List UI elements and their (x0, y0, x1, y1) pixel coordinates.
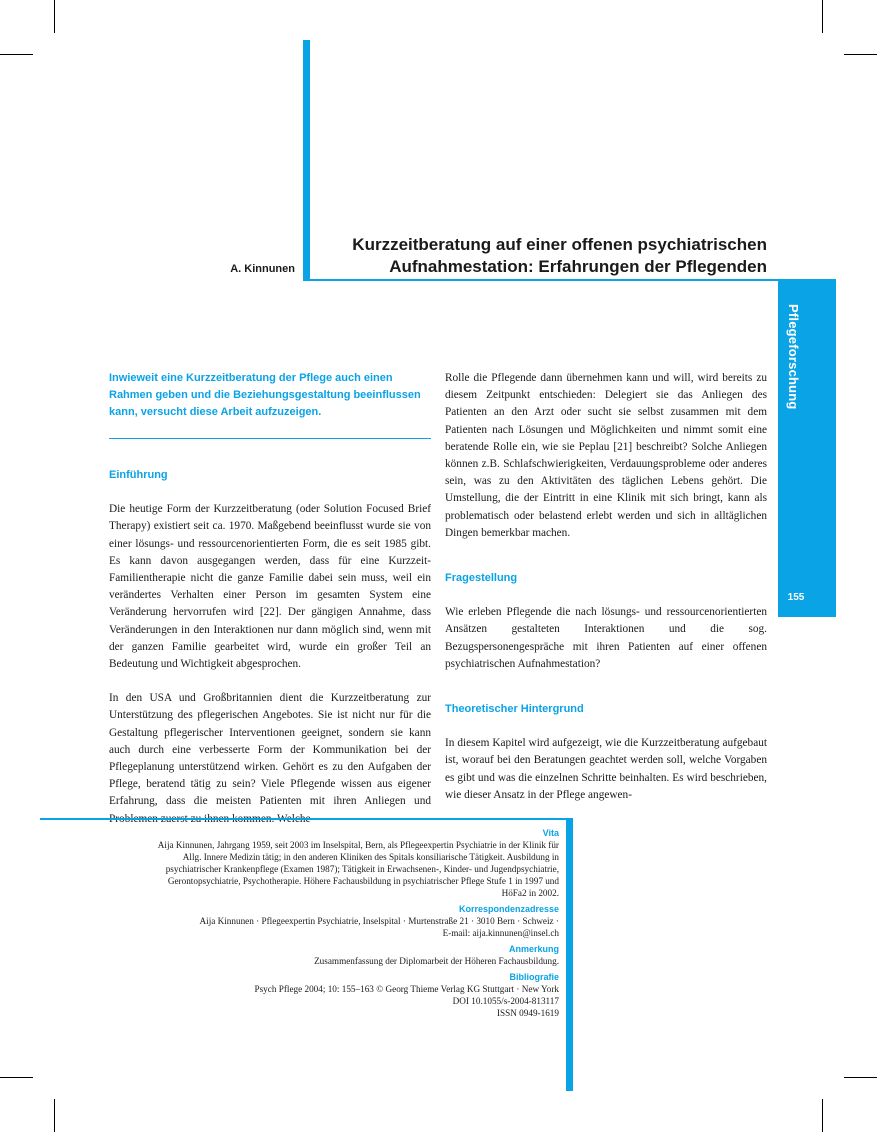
body-paragraph: Die heutige Form der Kurzzeitberatung (oder Solution Focused Brief Therapy) existiert seit ca. 1970. Maßgebend beeinflusst wurde sie von einer lösungs- und ressourcenorientierten Form, die es seit 1985 gibt. Es kann davon ausgegangen werden, dass für eine Kurzzeit-Familientherapie nicht die ganze Familie dabei sein muss, weil ein verändertes Verhalten einer Person im gesamten System eine Veränderung hervorrufen wird [22]. Der gängigen Annahme, dass Veränderungen in den Interaktionen nur dann möglich sind, wenn mit der ganzen Familie gearbeitet wird, wurde ein großer Teil an Bedeutung und Wichtigkeit abgesprochen. (109, 503, 431, 671)
heading-theoretischer-hintergrund: Theoretischer Hintergrund (445, 703, 584, 716)
crop-mark (54, 1099, 55, 1132)
footer-info (40, 819, 559, 1019)
vita-line: Allg. Innere Medizin tätig; in den anderen Kliniken des Spitals konsiliarische Tätigkeit. Ausbildung in (182, 852, 559, 862)
lead-paragraph: Inwieweit eine Kurzzeitberatung der Pflege auch einen Rahmen geben und die Beziehungsgestaltung beeinflussen kann, versucht diese Arbeit aufzuzeigen. (109, 372, 421, 418)
bibliography-heading: Bibliografie (509, 972, 559, 982)
body-paragraph: In den USA und Großbritannien dient die Kurzzeitberatung zur Unterstützung des pflegerischen Angebotes. Sie ist nicht nur für die Gestaltung pflegerischer Interventionen geeignet, sondern sie kann auch durch eine verbesserte Form der Kommunikation bei der Pflegeplanung unterstützend wirken. Gehört es zu den Aufgaben der Pflege, beratend tätig zu sein? Viele Pflegende wissen aus eigener Erfahrung, dass die meisten Patienten mit ihren Anliegen und (109, 692, 431, 808)
vita-line: Aija Kinnunen, Jahrgang 1959, seit 2003 im Inselspital, Bern, als Pflegeexpertin Psychiatrie in der Klinik für (157, 840, 559, 850)
crop-mark (822, 0, 823, 33)
header-accent-bar (303, 40, 310, 281)
correspondence-line: Aija Kinnunen · Pflegeexpertin Psychiatrie, Inselspital · Murtenstraße 21 · 3010 Bern · Schweiz · (199, 916, 559, 926)
crop-mark (0, 54, 33, 55)
bibliography-text (40, 983, 559, 1019)
crop-mark (54, 0, 55, 33)
crop-mark (822, 1099, 823, 1132)
author-name: A. Kinnunen (230, 263, 295, 275)
body-paragraph: In diesem Kapitel wird aufgezeigt, wie die Kurzzeitberatung aufgebaut ist, worauf bei den Beratungen geachtet werden soll, welche Vorgaben es gibt und was die einzelnen Schritte beinhalten. Es wird beschrieben, wie dieser Ansatz in der Pflege angewen- (445, 737, 767, 801)
lead-divider (109, 438, 431, 439)
bibliography-line: Psych Pflege 2004; 10: 155–163 © Georg Thieme Verlag KG Stuttgart · New York (254, 984, 559, 994)
footer-accent-bar (566, 818, 573, 1091)
crop-mark (0, 1077, 33, 1078)
page-number: 155 (787, 592, 805, 603)
left-column (109, 370, 431, 845)
vita-line: Gerontopsychiatrie, Psychotherapie. Höhere Fachausbildung in psychiatrischer Pflege Stufe 1 in 1997 und (167, 876, 559, 886)
note-line: Zusammenfassung der Diplomarbeit der Höheren Fachausbildung. (314, 956, 559, 966)
section-tab-label: Pflegeforschung (786, 304, 801, 410)
correspondence-text (40, 915, 559, 939)
correspondence-email: E-mail: aija.kinnunen@insel.ch (442, 928, 559, 938)
bibliography-issn: ISSN 0949-1619 (496, 1008, 559, 1018)
body-paragraph: Wie erleben Pflegende die nach lösungs- und ressourcenorientierten Ansätzen gestalteten Interaktionen und die sog. Bezugspersonengespräche mit ihren Patienten auf einer offenen psychiatrischen Aufnahmestation? (445, 606, 767, 670)
crop-mark (844, 1077, 877, 1078)
vita-heading: Vita (542, 828, 559, 838)
crop-mark (844, 54, 877, 55)
article-title (315, 234, 767, 278)
vita-text (40, 839, 559, 899)
heading-fragestellung: Fragestellung (445, 572, 518, 585)
vita-line: psychiatrischer Krankenpflege (Examen 1987); Tätigkeit in Erwachsenen-, Kinder- und Jugendpsychiatrie, (165, 864, 559, 874)
title-line-1: Kurzzeitberatung auf einer offenen psychiatrischen (352, 235, 767, 254)
note-heading: Anmerkung (508, 944, 559, 954)
title-underline (303, 279, 836, 281)
correspondence-heading: Korrespondenzadresse (458, 904, 559, 914)
right-column (445, 370, 767, 821)
vita-line: HöFa2 in 2002. (501, 888, 559, 898)
note-text (40, 955, 559, 967)
body-paragraph: Rolle die Pflegende dann übernehmen kann und will, wird bereits zu diesem Zeitpunkt entschieden: Delegiert sie das Anliegen des Patienten an den Arzt oder sucht sie selbst zusammen mit dem Patienten nach Lösungen und Möglichkeiten und nimmt somit eine beratende Rolle ein, wie sie Peplau [21] beschreibt? Solche Anliegen können z.B. Schlafschwierigkeiten, Verdauungsprobleme oder anderes sein, was zu den Aktivitäten des täglichen Lebens gehört. Die Umstellung, die der Eintritt in eine Klinik mit sich bringt, kann als problematisch oder belastend erlebt werden und sich in alltäglichen Dingen bemerkbar machen. (445, 372, 767, 539)
title-line-2: Aufnahmestation: Erfahrungen der Pflegenden (389, 257, 767, 276)
bibliography-doi: DOI 10.1055/s-2004-813117 (452, 996, 559, 1006)
heading-einfuehrung: Einführung (109, 469, 168, 481)
